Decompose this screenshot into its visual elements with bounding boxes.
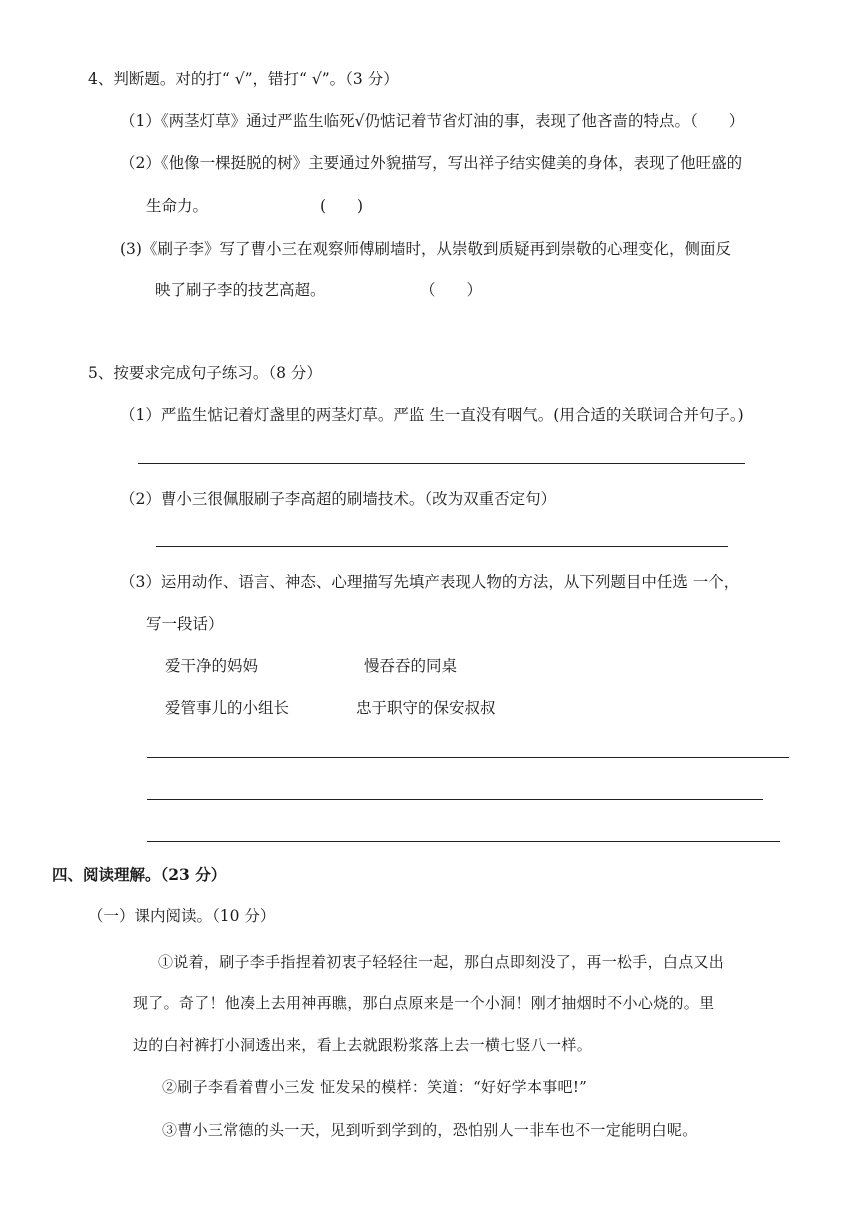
q5-item-1: （1）严监生惦记着灯盏里的两茎灯草。严监 生一直没有咽气。(用合适的关联词合并句子。) (120, 406, 744, 424)
q4-item-3-line2: 映了刷子李的技艺高超。 (155, 281, 326, 299)
reading-p1-line3: 边的白衬裤打小洞透出来，看上去就跟粉浆落上去一横七竖八一样。 (133, 1036, 593, 1054)
q5-item-2-answer-line[interactable] (156, 546, 728, 547)
reading-p1-line1: ①说着，刷子李手指捏着初衷子轻轻往一起，那白点即刻没了，再一松手，白点又出 (158, 953, 725, 971)
reading-p2: ②刷子李看着曹小三发 怔发呆的模样：笑道：“好好学本事吧!” (162, 1078, 588, 1096)
reading-p3: ③曹小三常德的头一天，见到听到学到的，恐怕别人一非车也不一定能明白呢。 (162, 1121, 698, 1139)
q5-topic-2: 慢吞吞的同桌 (364, 657, 458, 675)
section-4-sub-1: （一）课内阅读。（10 分） (88, 907, 276, 925)
q4-item-1: （1）《两茎灯草》通过严监生临死√仍惦记着节省灯油的事，表现了他吝啬的特点。（ ） (120, 112, 745, 130)
q5-topic-1: 爱干净的妈妈 (165, 657, 259, 675)
q5-item-2: （2）曹小三很佩服刷子李高超的刷墙技术。（改为双重否定句） (120, 490, 557, 508)
q5-title: 5、按要求完成句子练习。（8 分） (88, 364, 322, 382)
q5-topic-4: 忠于职守的保安叔叔 (356, 699, 496, 717)
q5-item-3-answer-line-2[interactable] (147, 799, 763, 800)
q5-item-3-line1: （3）运用动作、语言、神态、心理描写先填产表现人物的方法，从下列题目中任选 一个， (120, 573, 740, 591)
q4-title: 4、判断题。对的打“ √”，错打“ √”。（3 分） (88, 70, 399, 88)
reading-p1-line2: 现了。奇了！他凑上去用神再瞧，那白点原来是一个小洞！刚才抽烟时不小心烧的。里 (133, 994, 715, 1012)
q4-item-2-line1: （2）《他像一棵挺脱的树》主要通过外貌描写，写出祥子结实健美的身体，表现了他旺盛的 (120, 154, 743, 172)
q4-item-3-answer-paren[interactable]: （ ） (420, 281, 483, 299)
q5-item-3-answer-line-1[interactable] (147, 757, 789, 758)
q5-item-1-answer-line[interactable] (138, 463, 745, 464)
section-4-title: 四、阅读理解。（23 分） (52, 865, 227, 884)
q4-item-3-line1: (3)《刷子李》写了曹小三在观察师傅刷墙时，从崇敬到质疑再到崇敬的心理变化，侧面反 (120, 240, 731, 258)
q5-item-3-answer-line-3[interactable] (147, 841, 780, 842)
q5-topic-3: 爱管事儿的小组长 (165, 699, 290, 717)
q5-item-3-line2: 写一段话） (146, 615, 224, 633)
q4-item-2-answer-paren[interactable]: ( ) (320, 197, 364, 215)
q4-item-2-line2: 生命力。 (146, 197, 209, 215)
